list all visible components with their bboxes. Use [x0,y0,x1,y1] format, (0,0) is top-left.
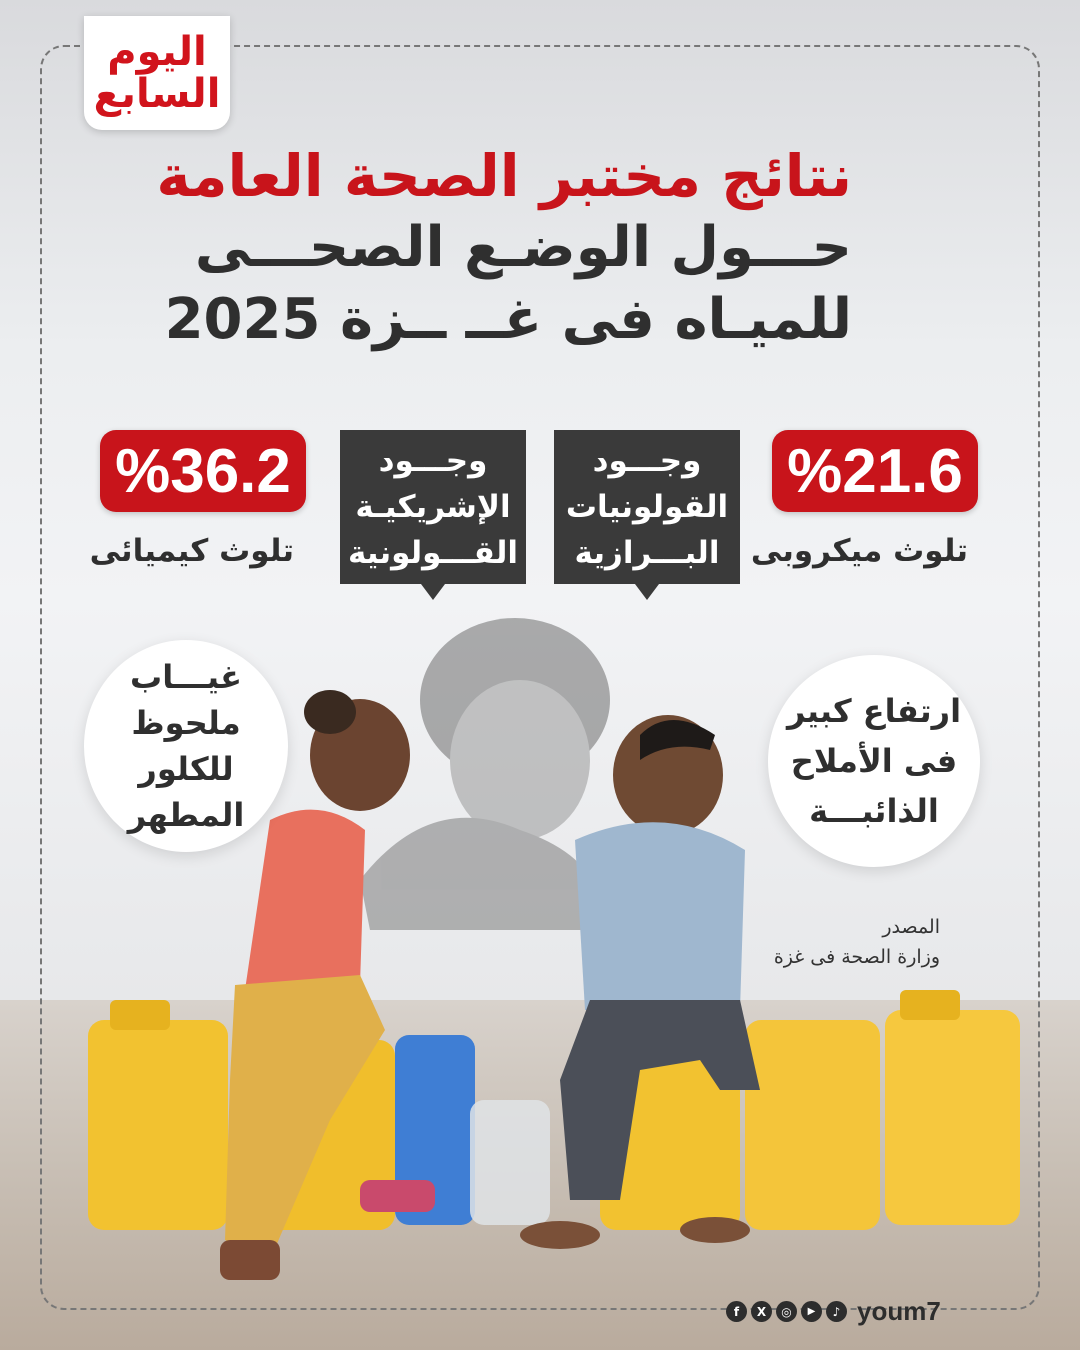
chlorine-line-4: المطهر [127,796,245,834]
source-name: وزارة الصحة فى غزة [773,946,940,968]
salts-circle [768,655,980,867]
youtube-icon[interactable]: ▶ [801,1301,822,1322]
source-title: المصدر [882,916,940,938]
microbial-stat-label: تلوث ميكروبى [750,533,968,569]
microbial-stat-value: %21.6 [772,430,978,512]
facebook-icon[interactable]: f [726,1301,747,1322]
chlorine-line-3: للكلور [138,750,234,788]
instagram-icon[interactable]: ◎ [776,1301,797,1322]
social-footer [726,1296,941,1327]
chemical-stat-label: تلوث كيميائى [89,533,294,569]
headline [156,140,852,356]
youm7-logo[interactable] [84,16,230,130]
logo-line-2: السابع [93,71,221,117]
ecoli-line-2: الإشريكيـة [355,489,511,525]
chlorine-circle [84,640,288,852]
coliform-line-2: القولونيات [565,489,729,525]
headline-line-3: للميـاه فى غــ ــزة 2025 [164,287,852,352]
coliform-callout [554,430,740,584]
social-handle[interactable]: youm7 [857,1296,941,1326]
coliform-line-1: وجـــود [592,443,702,479]
tiktok-icon[interactable]: ♪ [826,1301,847,1322]
coliform-line-3: البـــرازية [574,535,720,571]
headline-line-1: نتائج مختبر الصحة العامة [156,142,852,210]
ecoli-line-1: وجـــود [378,443,488,479]
salts-line-2: فى الأملاح [790,742,958,780]
logo-line-1: اليوم [107,29,207,75]
salts-line-1: ارتفاع كبير [786,692,962,730]
chlorine-line-1: غيـــاب [130,658,242,696]
chemical-stat-value: %36.2 [100,430,306,512]
ecoli-line-3: القـــولونية [348,535,518,571]
x-icon[interactable]: X [751,1301,772,1322]
chlorine-line-2: ملحوظ [131,704,241,742]
headline-line-2: حـــول الوضـع الصحـــى [194,215,852,280]
salts-line-3: الذائبـــة [809,792,939,830]
source-note [774,912,940,972]
ecoli-callout [340,430,526,584]
